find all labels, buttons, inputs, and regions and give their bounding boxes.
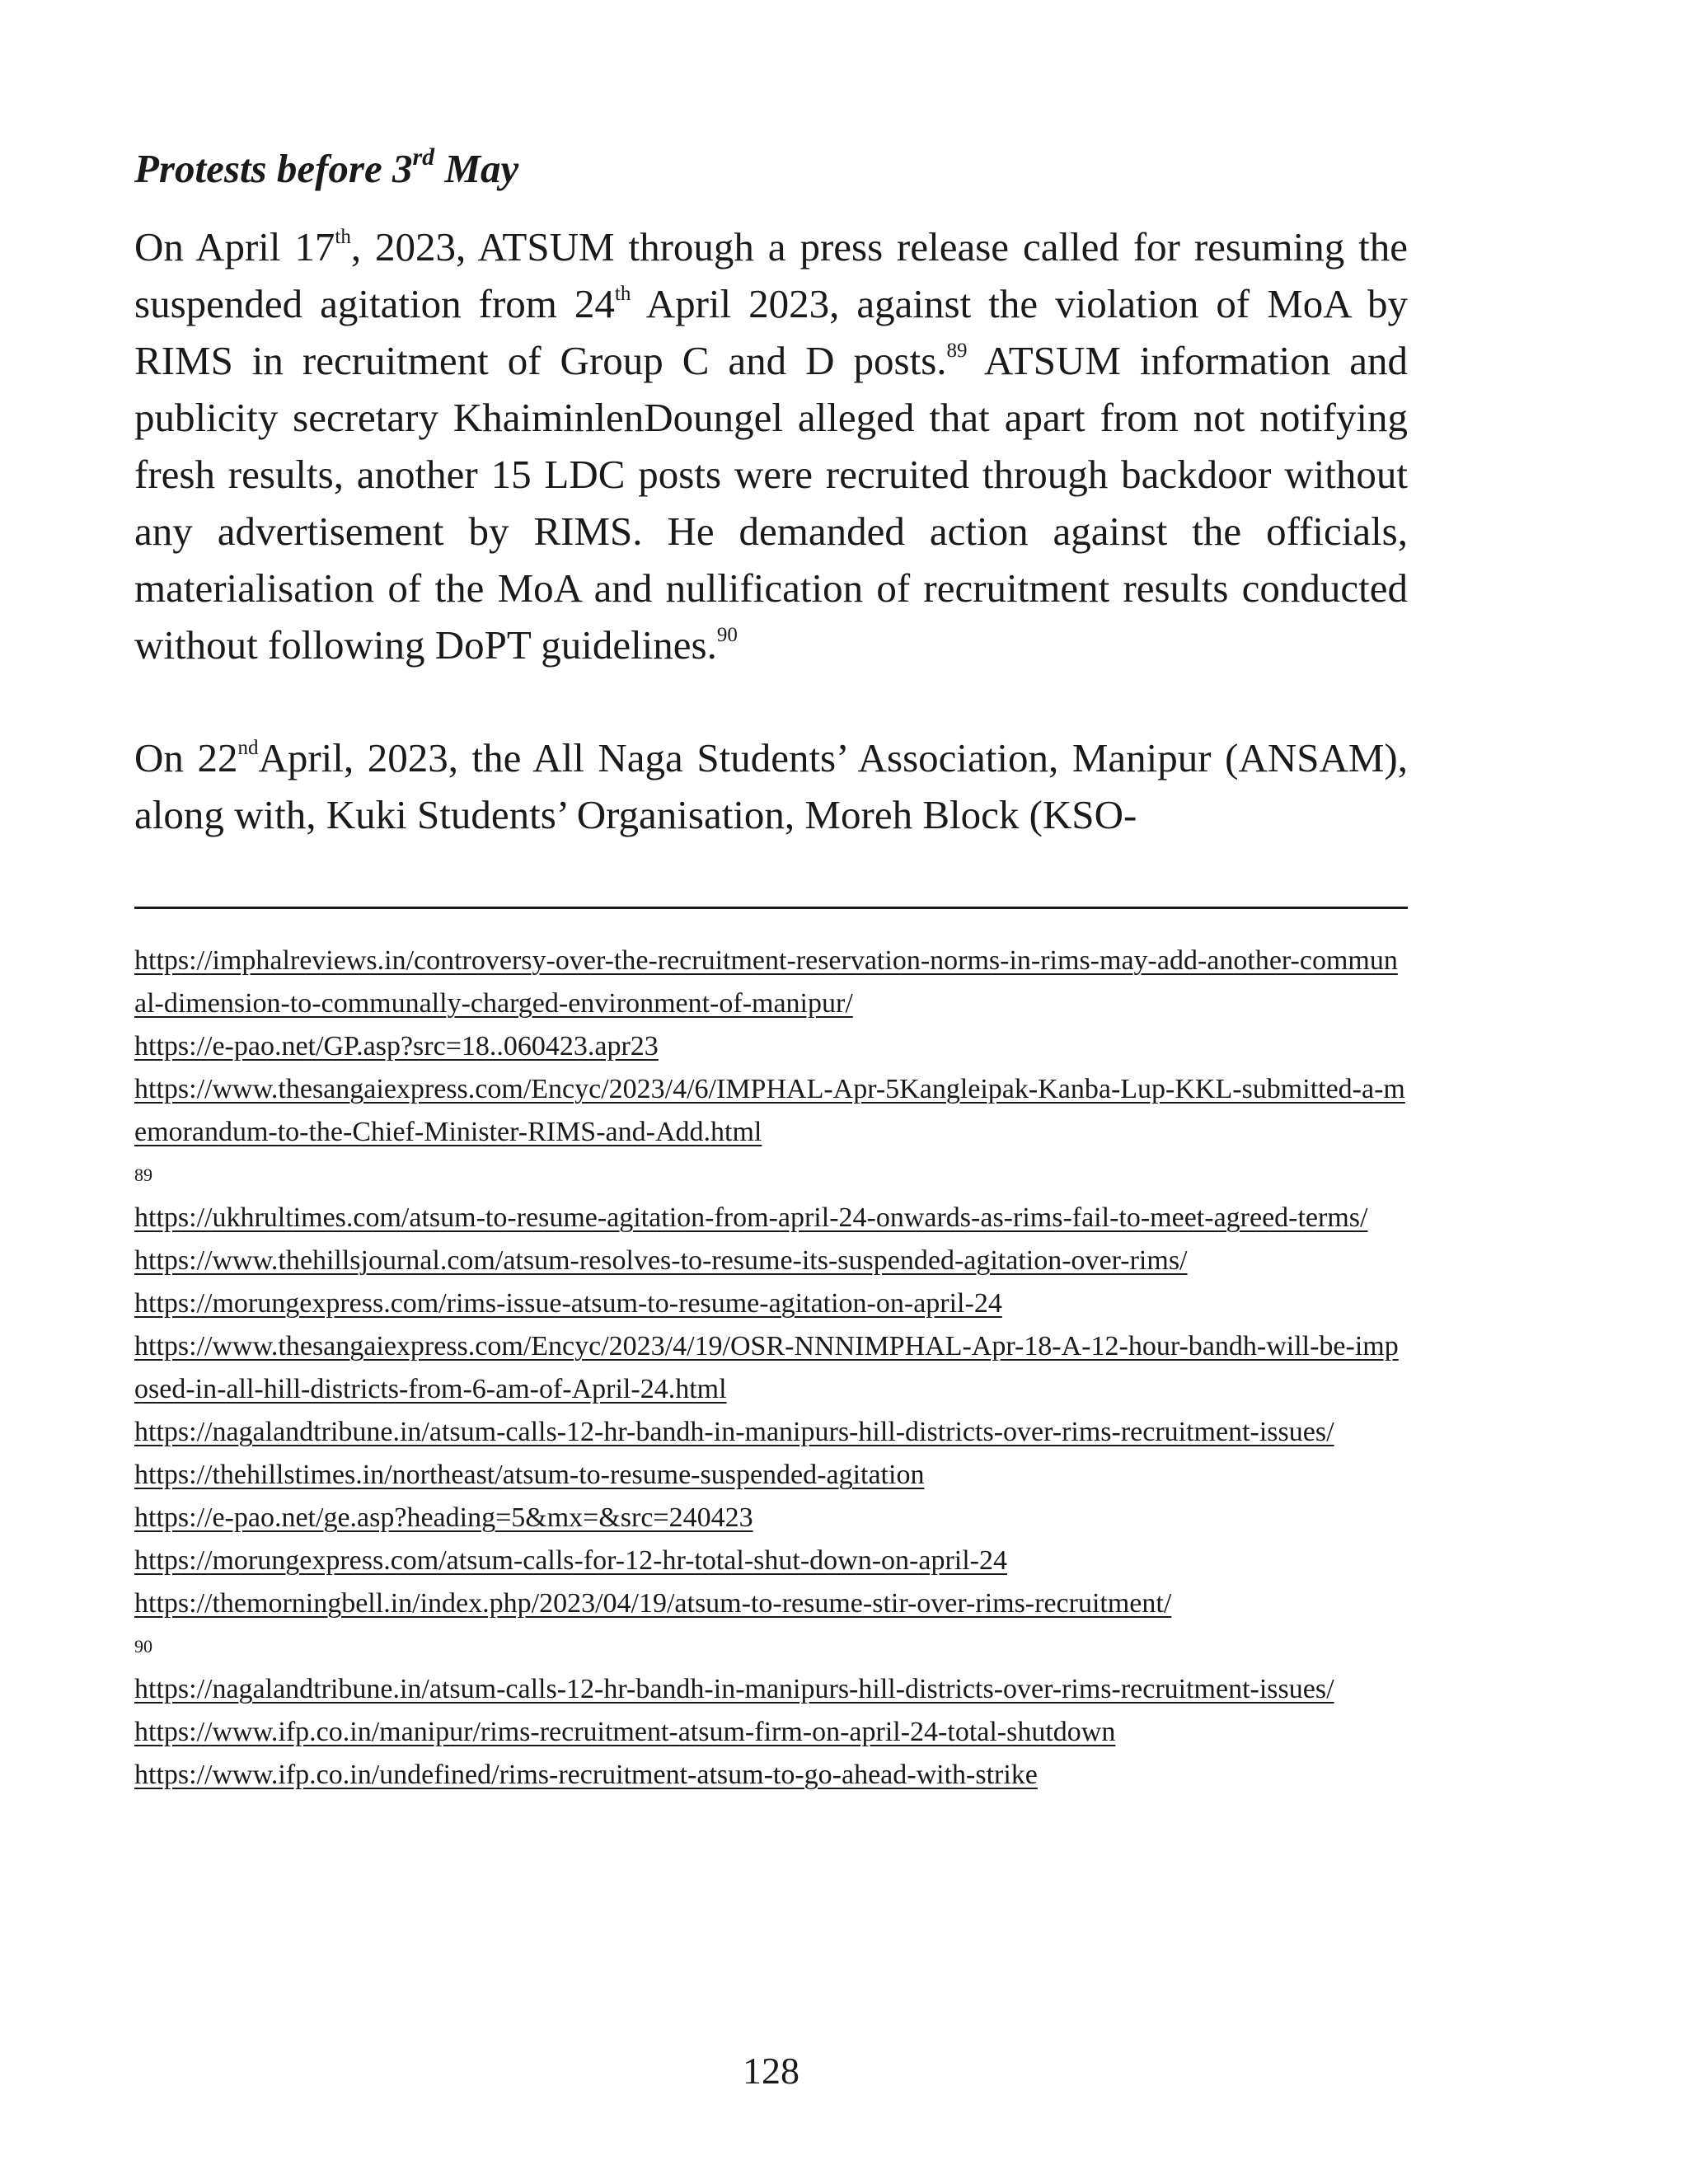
page-number: 128 <box>743 2050 799 2092</box>
footnote-number-89: 89 <box>134 1165 152 1185</box>
heading-superscript: rd <box>412 143 435 171</box>
footnote-link[interactable]: https://nagalandtribune.in/atsum-calls-12-hr-bandh-in-manipurs-hill-districts-over-rims-recruitment-issues/ <box>134 1417 1334 1447</box>
footnotes-section <box>134 940 1408 1797</box>
footnote-link[interactable]: https://www.ifp.co.in/manipur/rims-recruitment-atsum-firm-on-april-24-total-shutdown <box>134 1717 1116 1747</box>
paragraph2-text-1: On 22 <box>134 735 238 780</box>
footnote-link[interactable]: https://themorningbell.in/index.php/2023/04/19/atsum-to-resume-stir-over-rims-recruitment/ <box>134 1588 1172 1619</box>
footnote-link[interactable]: https://www.ifp.co.in/undefined/rims-recruitment-atsum-to-go-ahead-with-strike <box>134 1760 1038 1790</box>
footnote-ref-90[interactable]: 90 <box>716 623 738 646</box>
footnote-link[interactable]: https://e-pao.net/GP.asp?src=18..060423.apr23 <box>134 1031 659 1062</box>
footnote-link[interactable]: https://morungexpress.com/atsum-calls-for-12-hr-total-shut-down-on-april-24 <box>134 1545 1007 1576</box>
footnote-ref-89[interactable]: 89 <box>946 339 968 362</box>
paragraph2-text-2: April, 2023, the All Naga Students’ Association, Manipur (ANSAM), along with, Kuki Students’ Organisation, Moreh Block (KSO- <box>134 735 1408 837</box>
footnote-link[interactable]: https://imphalreviews.in/controversy-over-the-recruitment-reservation-norms-in-rims-may-add-another-communal-dimension-to-communally-charged-environment-of-manipur/ <box>134 945 1398 1019</box>
footnote-link[interactable]: https://www.thehillsjournal.com/atsum-resolves-to-resume-its-suspended-agitation-over-rims/ <box>134 1245 1188 1276</box>
footnote-link[interactable]: https://nagalandtribune.in/atsum-calls-12-hr-bandh-in-manipurs-hill-districts-over-rims-recruitment-issues/ <box>134 1674 1334 1704</box>
footnote-link[interactable]: https://morungexpress.com/rims-issue-atsum-to-resume-agitation-on-april-24 <box>134 1288 1002 1319</box>
paragraph1-text-3: April 2023, against the violation of MoA by RIMS in recruitment of Group C and D posts. <box>134 281 1408 383</box>
footnote-link[interactable]: https://e-pao.net/ge.asp?heading=5&mx=&src=240423 <box>134 1502 753 1533</box>
paragraph1-text-1: On April 17 <box>134 224 335 269</box>
paragraph1-ordinal-1: th <box>335 225 351 248</box>
paragraph1-text-4: ATSUM information and publicity secretary KhaiminlenDoungel alleged that apart from not notifying fresh results, another 15 LDC posts were recruited through backdoor without any advertisement by RIMS. He demanded action against the officials, materialisation of the MoA and nullification of recruitment results conducted without following DoPT guidelines. <box>134 338 1408 668</box>
paragraph1-text-2: , 2023, ATSUM through a press release called for resuming the suspended agitation from 24 <box>134 224 1408 326</box>
footnote-link[interactable]: https://thehillstimes.in/northeast/atsum-to-resume-suspended-agitation <box>134 1460 925 1490</box>
paragraph-atsum-press-release <box>134 218 1408 673</box>
footnote-number-90: 90 <box>134 1636 152 1657</box>
section-heading <box>134 144 518 194</box>
footnote-link[interactable]: https://ukhrultimes.com/atsum-to-resume-agitation-from-april-24-onwards-as-rims-fail-to-meet-agreed-terms/ <box>134 1202 1368 1233</box>
footnote-divider <box>134 907 1408 909</box>
document-page <box>134 0 1408 2184</box>
heading-text-before: Protests before 3 <box>134 146 413 191</box>
paragraph-ansam <box>134 729 1408 843</box>
heading-text-after: May <box>434 146 519 191</box>
footnote-link[interactable]: https://www.thesangaiexpress.com/Encyc/2023/4/6/IMPHAL-Apr-5Kangleipak-Kanba-Lup-KKL-submitted-a-memorandum-to-the-Chief-Minister-RIMS-and-Add.html <box>134 1074 1405 1147</box>
footnote-link[interactable]: https://www.thesangaiexpress.com/Encyc/2023/4/19/OSR-NNNIMPHAL-Apr-18-A-12-hour-bandh-will-be-imposed-in-all-hill-districts-from-6-am-of-April-24.html <box>134 1331 1399 1404</box>
paragraph2-ordinal: nd <box>237 736 259 759</box>
paragraph1-ordinal-2: th <box>614 282 631 305</box>
